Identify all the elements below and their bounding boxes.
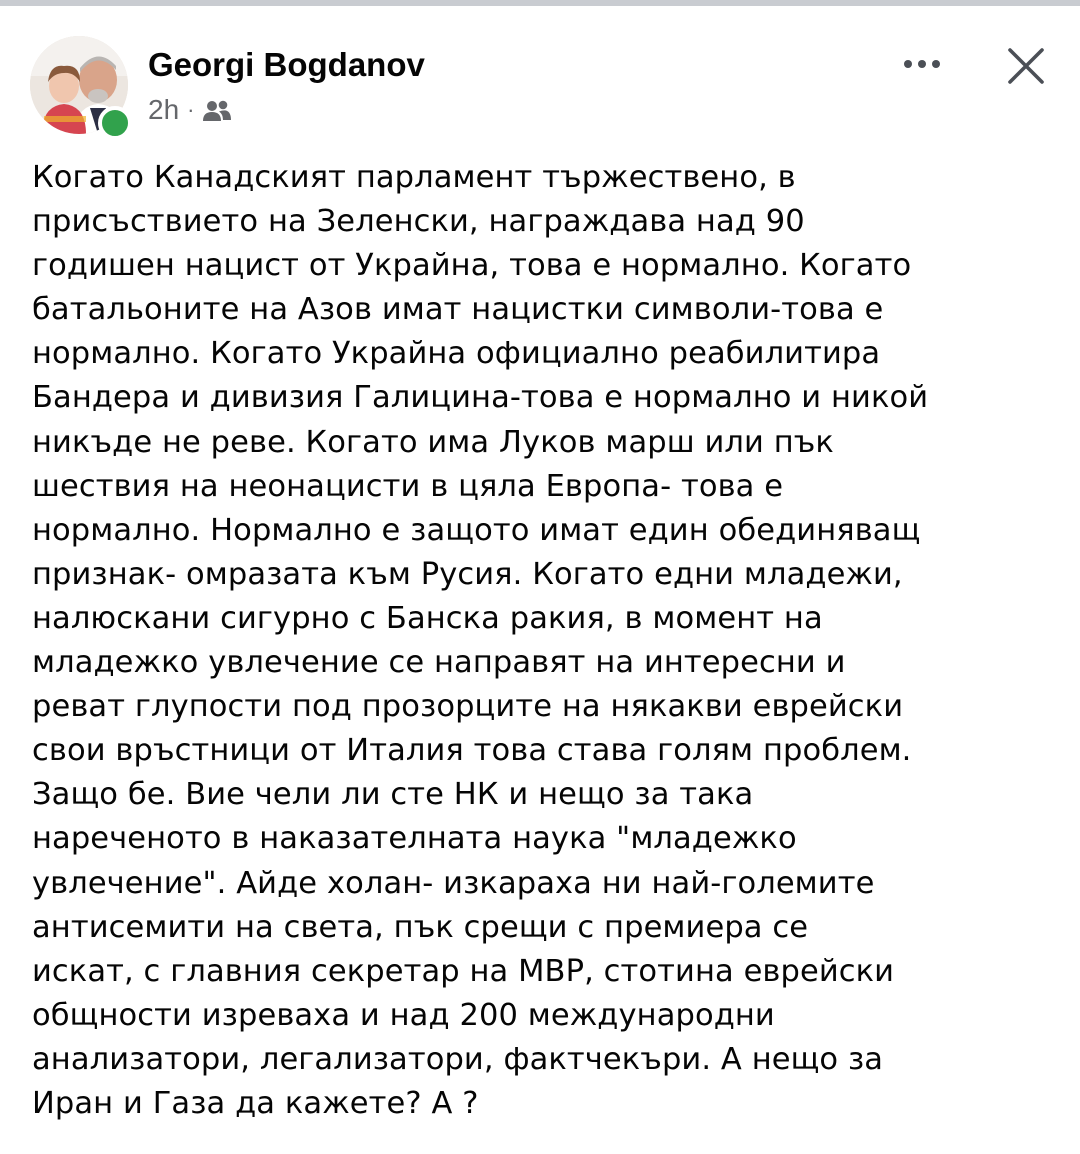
post-text-line: свои връстници от Италия това става голям проблем. — [32, 733, 912, 769]
post-text-line: никъде не реве. Когато има Луков марш или пък — [32, 424, 834, 460]
post-header — [30, 36, 1060, 136]
post-text-line: шествия на неонацисти в цяла Европа- това е — [32, 468, 784, 504]
post-text-line: Иран и Газа да кажете? А ? — [32, 1085, 479, 1121]
post-text-line: нормално. Нормално е защото имат един обединяващ — [32, 512, 921, 548]
post-text-line: Когато Канадският парламент тържествено, в — [32, 160, 796, 195]
post-text-line: признак- омразата към Русия. Когато едни младежи, — [32, 556, 903, 592]
post-text-line: антисемити на света, пък срещи с премиера се — [32, 909, 809, 945]
post-text-line: реват глупости под прозорците на някакви еврейски — [32, 689, 904, 725]
top-divider — [0, 0, 1080, 6]
close-button[interactable] — [998, 38, 1054, 94]
post-text-line: батальоните на Азов имат нацистки символи-това е — [32, 292, 884, 328]
post-text-line: увлечение". Айде холан- изкараха ни най-големите — [32, 865, 875, 901]
post-meta — [148, 92, 232, 128]
post-text-line: нормално. Когато Украйна официално реабилитира — [32, 336, 881, 372]
post-text-line: присъствието на Зеленски, награждава над 90 — [32, 204, 805, 240]
post-text-line: нареченото в наказателната наука "младежко — [32, 821, 797, 857]
author-name[interactable]: Georgi Bogdanov — [148, 46, 425, 83]
post-text-line: искат, с главния секретар на МВР, стотина еврейски — [32, 953, 895, 989]
post-text-line: анализатори, легализатори, фактчекъри. А нещо за — [32, 1041, 884, 1077]
post-text-line: налюскани сигурно с Банска ракия, в момент на — [32, 600, 823, 636]
post-time[interactable]: 2h — [148, 94, 180, 125]
friends-icon[interactable] — [202, 98, 232, 122]
post-text-line: общности изреваха и над 200 международни — [32, 997, 775, 1033]
close-icon — [1007, 47, 1045, 85]
post-text-line: Защо бе. Вие чели ли сте НК и нещо за така — [32, 777, 754, 813]
post-text-line: младежко увлечение се направят на интересни и — [32, 645, 846, 681]
post-text — [32, 156, 1062, 1126]
post-text-line: Бандера и дивизия Галицина-това е нормално и никой — [32, 380, 929, 416]
more-options-button[interactable] — [894, 42, 950, 86]
meta-separator: · — [187, 97, 195, 122]
more-options-icon — [902, 59, 942, 69]
online-status-indicator — [98, 106, 132, 140]
post-text-line: годишен нацист от Украйна, това е нормално. Когато — [32, 248, 912, 284]
